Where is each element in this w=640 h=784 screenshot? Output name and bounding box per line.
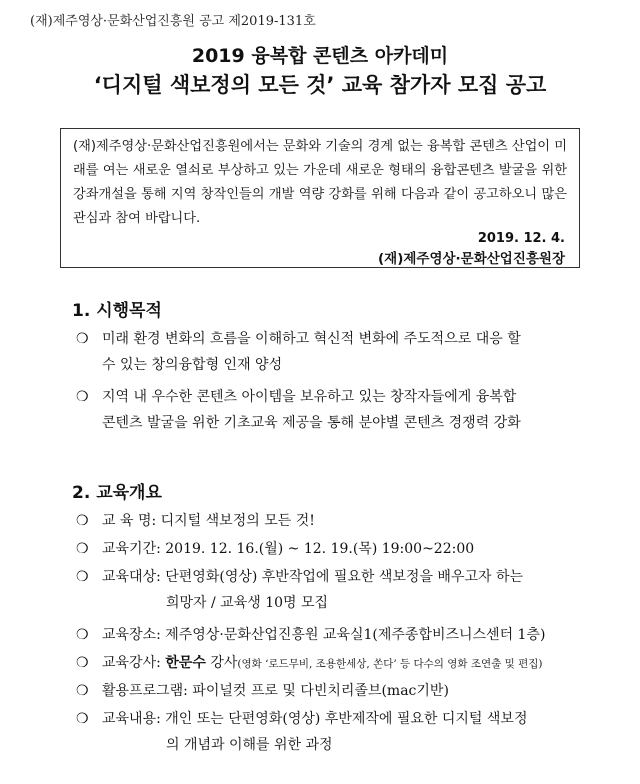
list-item	[76, 508, 586, 534]
item-line: 교육기간: 2019. 12. 16.(월) ~ 12. 19.(목) 19:00~22:00	[102, 541, 475, 557]
circle-bullet-icon: ❍	[76, 569, 89, 585]
circle-bullet-icon: ❍	[76, 655, 89, 671]
list-item	[76, 564, 586, 616]
circle-bullet-icon: ❍	[76, 711, 89, 727]
item-line: 교육대상: 단편영화(영상) 후반작업에 필요한 색보정을 배우고자 하는	[102, 569, 524, 585]
item-line: 교 육 명: 디지털 색보정의 모든 것!	[102, 513, 315, 529]
circle-bullet-icon: ❍	[76, 331, 89, 347]
circle-bullet-icon: ❍	[76, 541, 89, 557]
instructor-name: 한문수	[165, 655, 206, 671]
intro-org: (재)제주영상·문화산업진흥원장	[377, 251, 565, 267]
circle-bullet-icon: ❍	[76, 389, 89, 405]
item-line: 교육장소: 제주영상·문화산업진흥원 교육실1(제주종합비즈니스센터 1층)	[102, 627, 546, 643]
item-line: 지역 내 우수한 콘텐츠 아이템을 보유하고 있는 창작자들에게 융복합	[102, 389, 517, 405]
circle-bullet-icon: ❍	[76, 627, 89, 643]
item-line: 수 있는 창의융합형 인재 양성	[102, 357, 283, 373]
item-line: 교육내용: 개인 또는 단편영화(영상) 후반제작에 필요한 디지털 색보정	[102, 711, 528, 727]
page-title	[0, 42, 640, 100]
list-item	[76, 650, 586, 677]
list-item	[76, 536, 586, 562]
section1-heading: 1. 시행목적	[72, 301, 162, 321]
intro-date: 2019. 12. 4.	[477, 231, 565, 246]
intro-box	[60, 128, 580, 268]
list-item	[76, 622, 586, 648]
item-line: 의 개념과 이해를 위한 과정	[166, 737, 333, 753]
list-item	[76, 706, 586, 758]
list-item	[76, 678, 586, 704]
list-item	[76, 326, 586, 378]
title-line1: 2019 융복합 콘텐츠 아카데미	[191, 45, 449, 67]
item-line: 희망자 / 교육생 10명 모집	[166, 595, 329, 611]
item-line: 활용프로그램: 파이널컷 프로 및 다빈치리졸브(mac기반)	[102, 683, 449, 699]
instructor-note: (영화 ‘로드무비, 조용한세상, 쏜다’ 등 다수의 영화 조연출 및 편집)	[237, 658, 543, 670]
item-line: 콘텐츠 발굴을 위한 기초교육 제공을 통해 분야별 콘텐츠 경쟁력 강화	[102, 415, 521, 431]
instructor-title: 강사	[210, 655, 238, 671]
section2-heading: 2. 교육개요	[72, 483, 162, 503]
circle-bullet-icon: ❍	[76, 513, 89, 529]
item-line	[102, 650, 586, 677]
instructor-label: 교육강사:	[102, 655, 161, 671]
list-item	[76, 384, 586, 436]
doc-number: (재)제주영상·문화산업진흥원 공고 제2019-131호	[30, 14, 316, 29]
title-line2: ‘디지털 색보정의 모든 것’ 교육 참가자 모집 공고	[93, 73, 547, 97]
intro-text: (재)제주영상·문화산업진흥원에서는 문화와 기술의 경계 없는 융복합 콘텐츠 산업이 미래를 여는 새로운 열쇠로 부상하고 있는 가운데 새로운 형태의 융합콘텐츠 발굴을 위한 강좌개설을 통해 지역 창작인들의 개발 역량 강화를 위해 다음과 같이 공고하오니 많은 관심과 참여 바랍니다.	[73, 139, 567, 226]
item-line: 미래 환경 변화의 흐름을 이해하고 혁신적 변화에 주도적으로 대응 할	[102, 331, 521, 347]
circle-bullet-icon: ❍	[76, 683, 89, 699]
